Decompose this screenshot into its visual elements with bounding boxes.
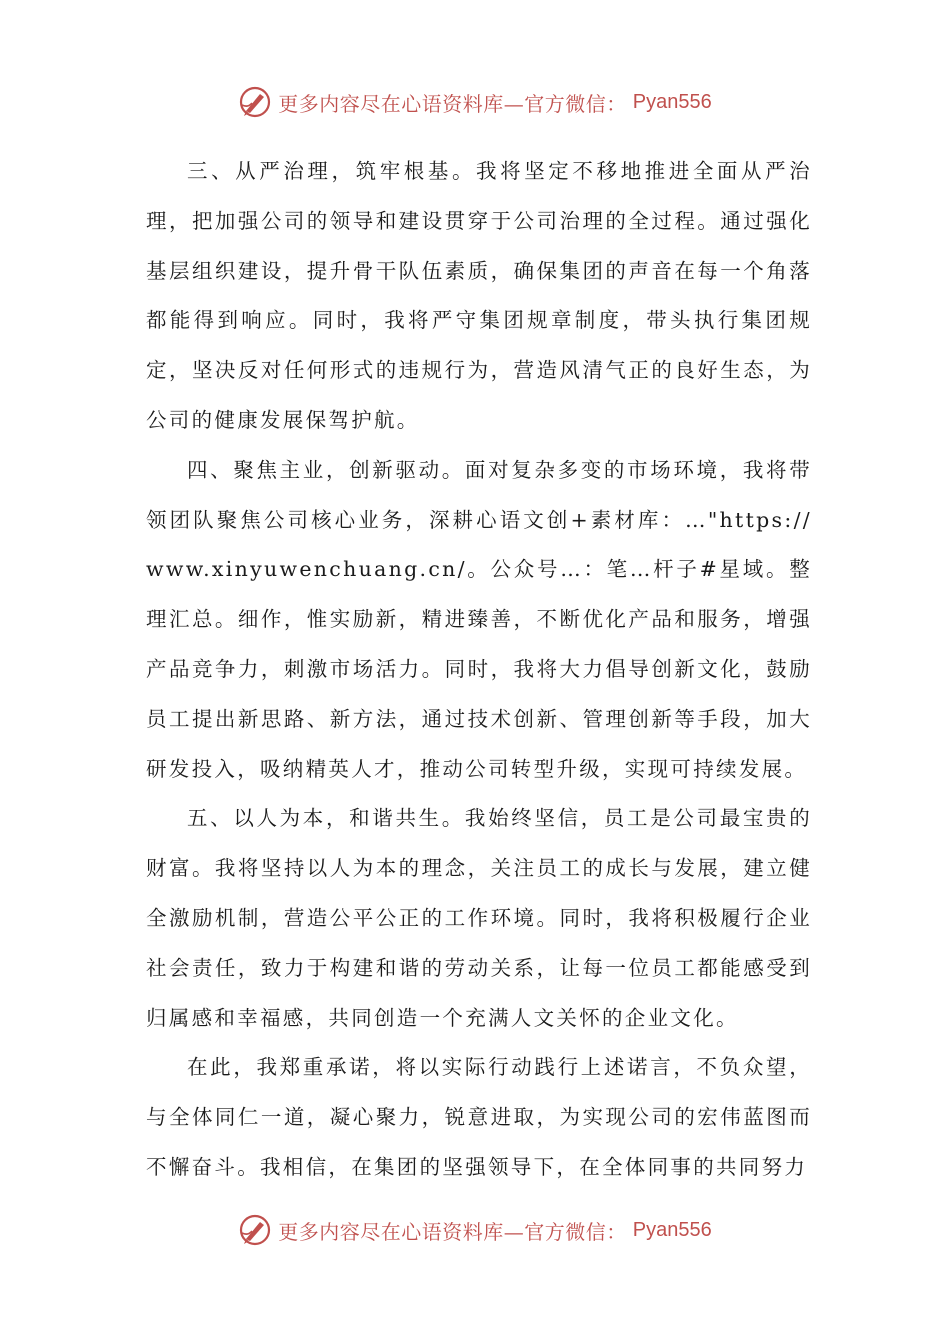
banner-text: 更多内容尽在心语资料库—官方微信： xyxy=(278,91,627,116)
pen-circle-icon xyxy=(238,85,272,119)
paragraph: 三、从严治理，筑牢根基。我将坚定不移地推进全面从严治理，把加强公司的领导和建设贯穿于公司治理的全过程。通过强化基层组织建设，提升骨干队伍素质，确保集团的声音在每一个角落都能得到响应。同时，我将严守集团规章制度，带头执行集团规定，坚决反对任何形式的违规行为，营造风清气正的良好生态，为公司的健康发展保驾护航。 xyxy=(146,159,812,432)
header-banner xyxy=(0,80,950,124)
banner-text: 更多内容尽在心语资料库—官方微信： xyxy=(278,1219,627,1244)
pen-circle-icon xyxy=(238,1213,272,1247)
wechat-id: Pyan556 xyxy=(632,1218,712,1241)
paragraph: 五、以人为本，和谐共生。我始终坚信，员工是公司最宝贵的财富。我将坚持以人为本的理念，关注员工的成长与发展，建立健全激励机制，营造公平公正的工作环境。同时，我将积极履行企业社会责任，致力于构建和谐的劳动关系，让每一位员工都能感受到归属感和幸福感，共同创造一个充满人文关怀的企业文化。 xyxy=(146,806,812,1030)
paragraph: 在此，我郑重承诺，将以实际行动践行上述诺言，不负众望，与全体同仁一道，凝心聚力，锐意进取，为实现公司的宏伟蓝图而不懈奋斗。我相信，在集团的坚强领导下，在全体同事的共同努力 xyxy=(146,1055,812,1179)
document-body xyxy=(146,147,812,1193)
paragraph: 四、聚焦主业，创新驱动。面对复杂多变的市场环境，我将带领团队聚焦公司核心业务，深耕心语文创+素材库：…"https://www.xinyuwenchuang.cn/。公众号…：笔…杆子#星域。整理汇总。细作，惟实励新，精进臻善，不断优化产品和服务，增强产品竞争力，刺激市场活力。同时，我将大力倡导创新文化，鼓励员工提出新思路、新方法，通过技术创新、管理创新等手段，加大研发投入，吸纳精英人才，推动公司转型升级，实现可持续发展。 xyxy=(146,457,812,781)
wechat-id: Pyan556 xyxy=(632,90,712,113)
footer-banner xyxy=(0,1208,950,1252)
